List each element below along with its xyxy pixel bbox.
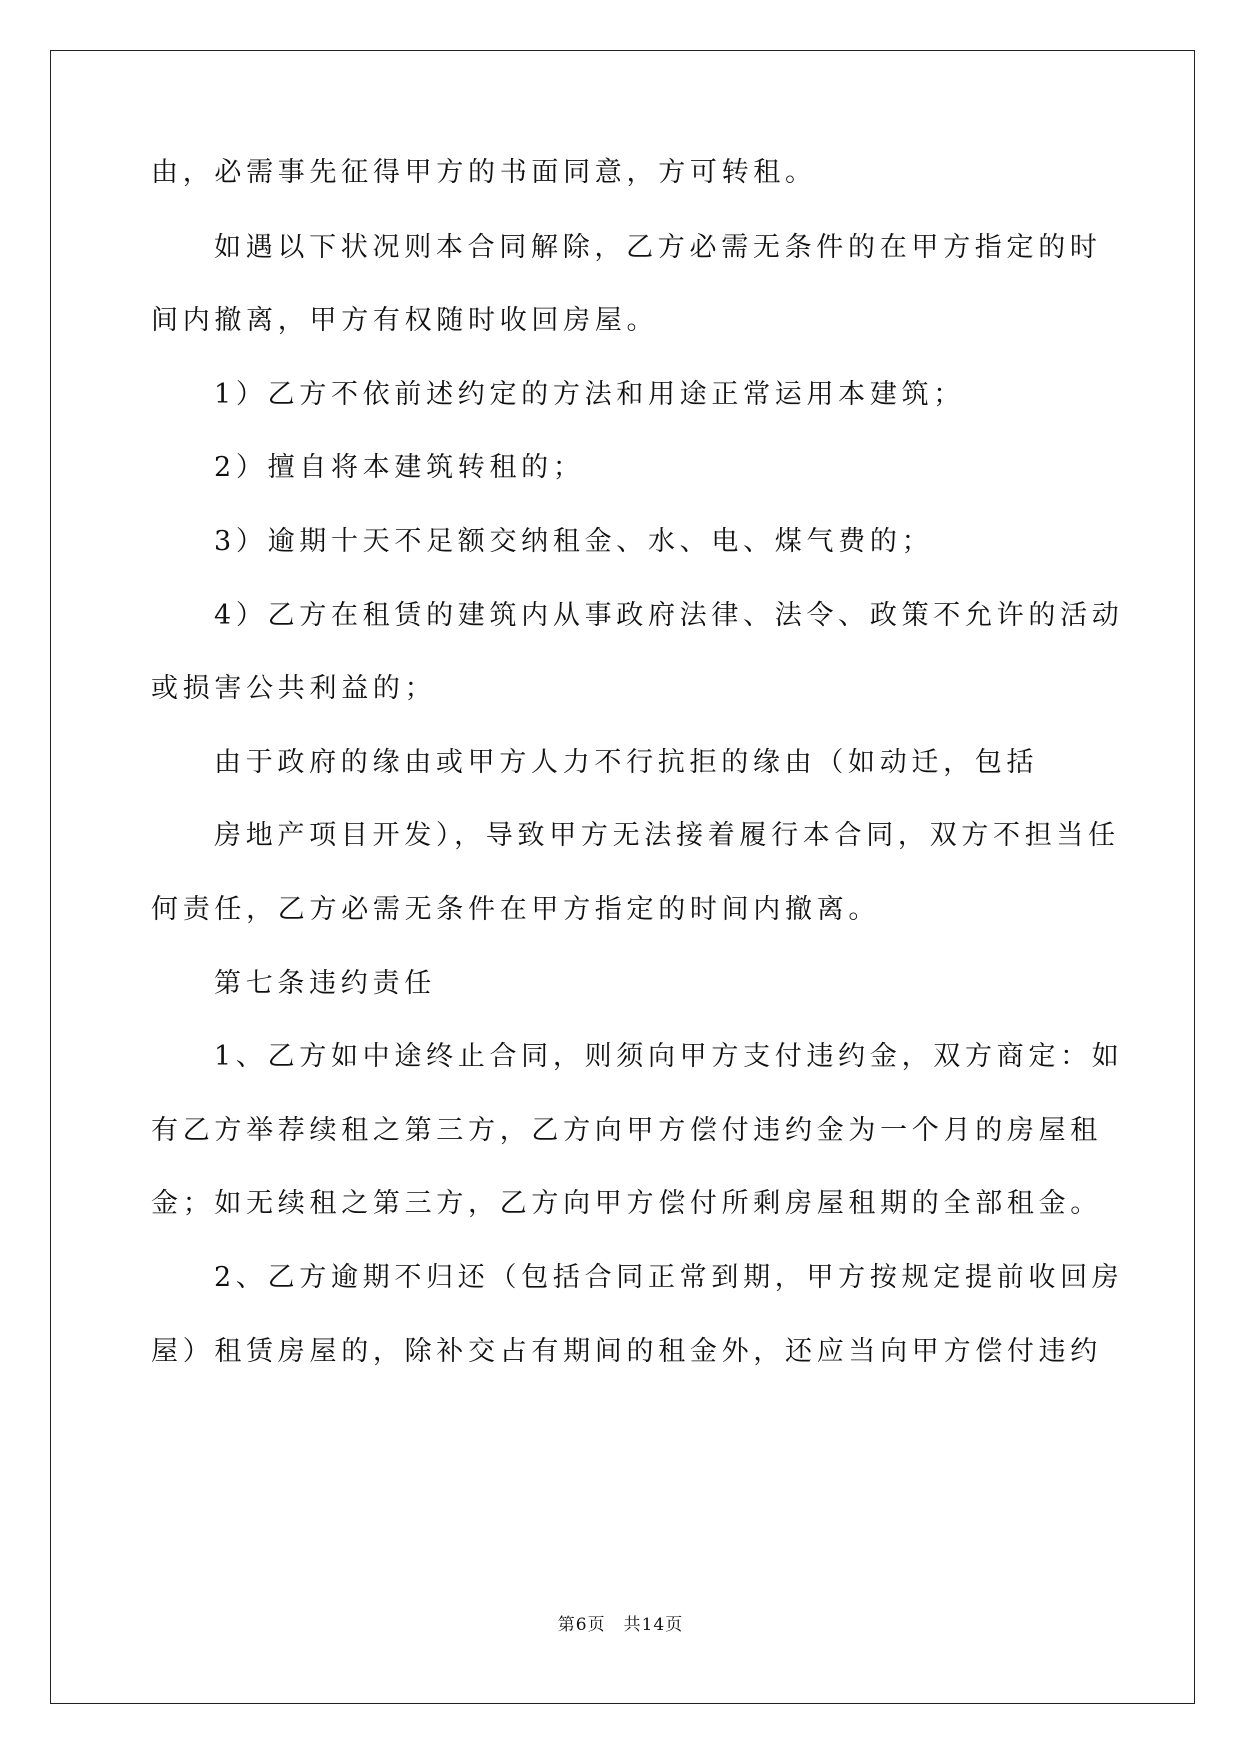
- text-line-17: 屋）租赁房屋的，除补交占有期间的租金外，还应当向甲方偿付违约: [151, 1336, 1102, 1367]
- text-line-7: 4）乙方在租赁的建筑内从事政府法律、法令、政策不允许的活动: [214, 600, 1124, 631]
- page-number-footer: 第6页 共14页: [557, 1615, 684, 1635]
- text-line-8: 或损害公共利益的；: [151, 673, 437, 704]
- text-line-10: 房地产项目开发），导致甲方无法接着履行本合同，双方不担当任: [214, 820, 1120, 851]
- text-line-1: 由，必需事先征得甲方的书面同意，方可转租。: [151, 157, 817, 188]
- text-line-6: 3）逾期十天不足额交纳租金、水、电、煤气费的；: [214, 526, 934, 557]
- text-line-2: 如遇以下状况则本合同解除，乙方必需无条件的在甲方指定的时: [214, 232, 1102, 263]
- text-line-9: 由于政府的缘由或甲方人力不行抗拒的缘由（如动迁，包括: [214, 747, 1039, 778]
- text-line-3: 间内撤离，甲方有权随时收回房屋。: [151, 305, 659, 336]
- page-border: [50, 50, 1195, 1704]
- text-line-15: 金；如无续租之第三方，乙方向甲方偿付所剩房屋租期的全部租金。: [151, 1188, 1102, 1219]
- text-line-4: 1）乙方不依前述约定的方法和用途正常运用本建筑；: [214, 379, 965, 410]
- text-line-5: 2）擅自将本建筑转租的；: [214, 452, 585, 483]
- text-line-16: 2、乙方逾期不归还（包括合同正常到期，甲方按规定提前收回房: [214, 1262, 1124, 1293]
- text-line-13: 1、乙方如中途终止合同，则须向甲方支付违约金，双方商定：如: [214, 1041, 1124, 1072]
- text-line-11: 何责任，乙方必需无条件在甲方指定的时间内撤离。: [151, 894, 881, 925]
- text-line-12: 第七条违约责任: [214, 968, 436, 999]
- text-line-14: 有乙方举荐续租之第三方，乙方向甲方偿付违约金为一个月的房屋租: [151, 1115, 1102, 1146]
